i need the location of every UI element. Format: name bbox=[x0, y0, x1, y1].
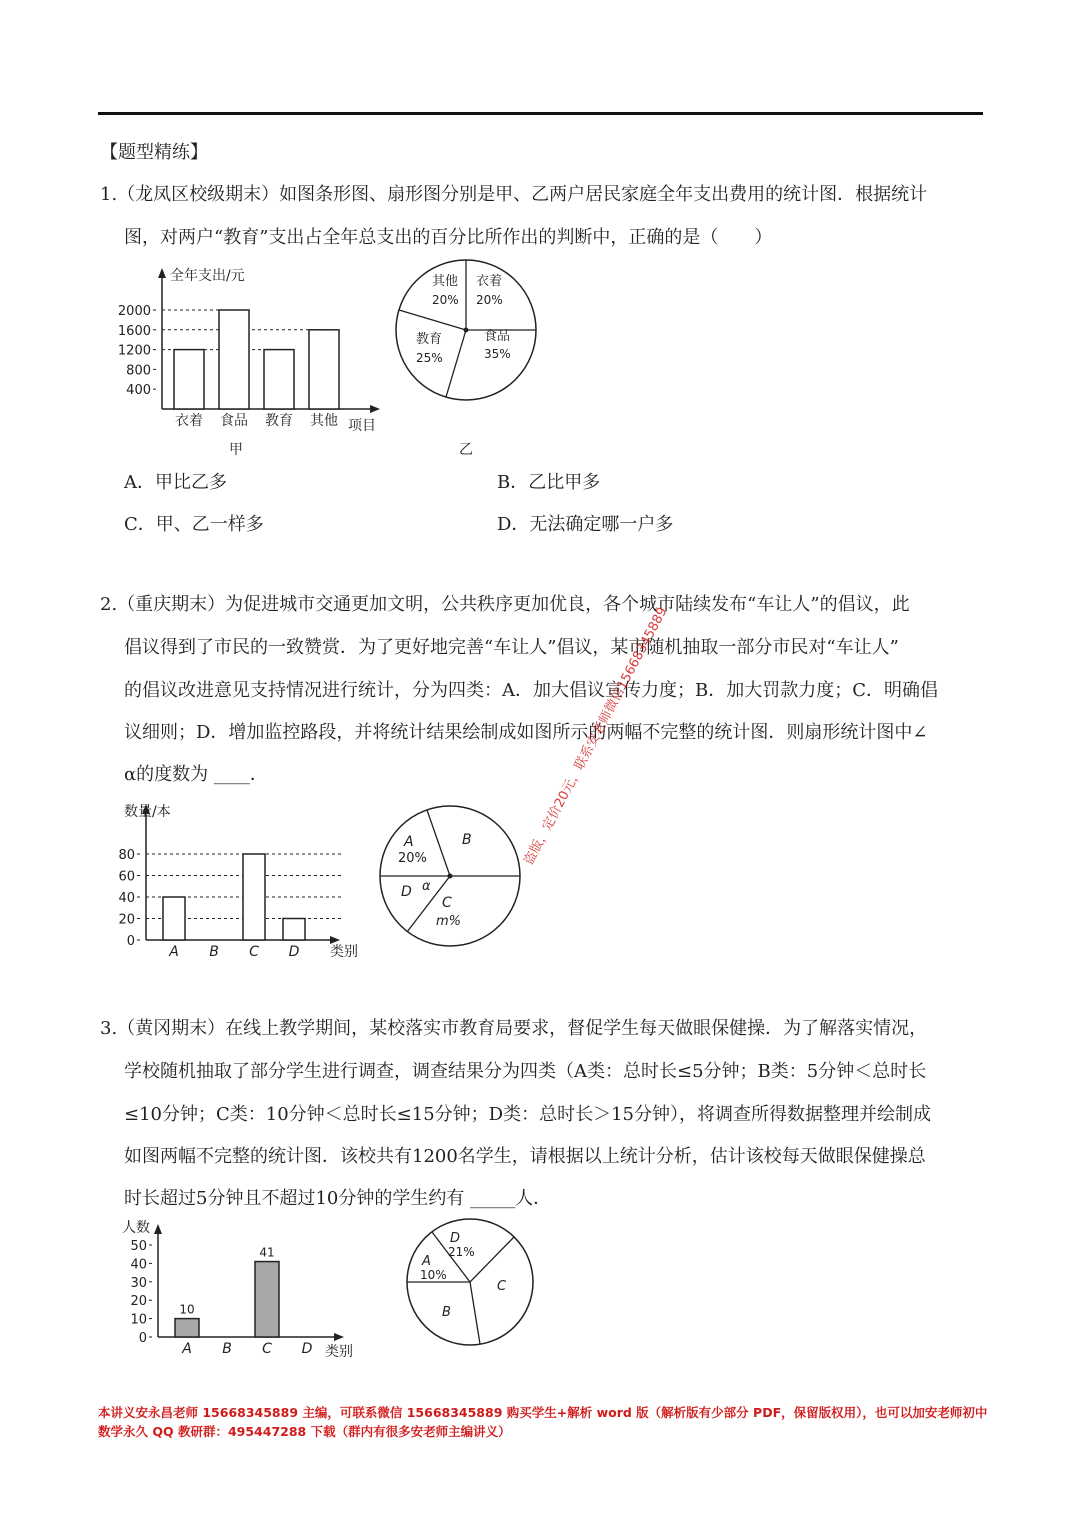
x-tick-label-食品: 食品 bbox=[220, 413, 248, 429]
y-tick-label: 1600 bbox=[117, 323, 151, 339]
q1-pie-pct-教育: 25% bbox=[416, 351, 443, 365]
bar-value-label: 41 bbox=[259, 1245, 275, 1260]
q2-pie-label-a: A bbox=[404, 834, 414, 850]
y-tick-label: 20 bbox=[130, 1294, 147, 1310]
q3-bar-chart bbox=[110, 1218, 370, 1368]
q1-pie-label-食品: 食品 bbox=[484, 329, 511, 344]
y-tick-label: 800 bbox=[126, 363, 151, 379]
q1-pie-chart bbox=[396, 260, 546, 460]
q3-line-4: 如图两幅不完整的统计图．该校共有1200名学生，请根据以上统计分析，估计该校每天做眼保健操总 bbox=[124, 1146, 926, 1167]
q2-pie-pct-a: 20% bbox=[398, 851, 427, 866]
q3-bar-xlabel: 类别 bbox=[325, 1344, 353, 1360]
q2-pie-chart bbox=[380, 804, 530, 954]
y-tick-label: 20 bbox=[118, 912, 135, 928]
q2-bar-xlabel: 类别 bbox=[330, 944, 358, 960]
q1-pie-label-其他: 其他 bbox=[432, 274, 459, 289]
q1-bar-chart bbox=[112, 262, 392, 462]
y-tick-label: 50 bbox=[130, 1239, 147, 1254]
q1-option-c[interactable]: C．甲、乙一样多 bbox=[124, 514, 264, 535]
q3-line-3: ≤10分钟；C类：10分钟＜总时长≤15分钟；D类：总时长＞15分钟），将调查所得数据整理并绘制成 bbox=[124, 1104, 931, 1125]
y-tick-label: 80 bbox=[118, 848, 135, 863]
q3-line-1: 3.（黄冈期末）在线上教学期间，某校落实市教育局要求，督促学生每天做眼保健操．为了解落实情况， bbox=[100, 1018, 928, 1039]
q3-pie-label-a: A bbox=[422, 1254, 431, 1269]
x-tick-label-其他: 其他 bbox=[310, 413, 338, 429]
bar-C bbox=[255, 1262, 279, 1337]
q1-option-a[interactable]: A．甲比乙多 bbox=[124, 472, 227, 493]
bar-食品 bbox=[219, 310, 249, 409]
watermark: 盗版，定价20元，联系安老师微信15668345889 bbox=[521, 604, 671, 868]
q2-bar-chart bbox=[110, 798, 380, 968]
x-tick-label-D: D bbox=[288, 944, 300, 960]
x-tick-label-衣着: 衣着 bbox=[175, 413, 203, 429]
q1-option-b[interactable]: B．乙比甲多 bbox=[497, 472, 601, 493]
header-rule bbox=[98, 112, 983, 115]
q1-pie-caption: 乙 bbox=[459, 442, 473, 458]
bar-value-label: 10 bbox=[179, 1302, 195, 1317]
x-tick-label-B: B bbox=[209, 944, 219, 960]
q1-pie-pct-衣着: 20% bbox=[476, 293, 503, 307]
bar-C bbox=[243, 854, 265, 940]
q3-pie-label-c: C bbox=[497, 1279, 507, 1294]
y-tick-label: 40 bbox=[118, 891, 135, 906]
x-tick-label-A: A bbox=[169, 944, 179, 960]
q2-line-3: 的倡议改进意见支持情况进行统计，分为四类：A．加大倡议宣传力度；B．加大罚款力度；C．明确倡 bbox=[124, 680, 938, 701]
q2-pie-pct-c: m% bbox=[436, 914, 462, 929]
q2-bar-ylabel: 数量/本 bbox=[124, 804, 171, 820]
q1-line-2: 图，对两户“教育”支出占全年总支出的百分比所作出的判断中，正确的是（ ） bbox=[124, 227, 773, 248]
q1-pie-label-教育: 教育 bbox=[416, 332, 443, 347]
x-tick-label-C: C bbox=[249, 944, 259, 960]
q3-pie-pct-d: 21% bbox=[448, 1245, 475, 1259]
q1-pie-pct-食品: 35% bbox=[484, 347, 511, 361]
q2-pie-label-b: B bbox=[462, 832, 472, 848]
q3-pie-chart bbox=[404, 1220, 544, 1350]
q2-pie-angle-alpha: α bbox=[422, 879, 431, 894]
q3-pie-pct-a: 10% bbox=[420, 1268, 447, 1282]
bar-其他 bbox=[309, 330, 339, 409]
x-tick-label-教育: 教育 bbox=[265, 413, 293, 429]
bar-A bbox=[175, 1319, 199, 1337]
y-tick-label: 1200 bbox=[117, 343, 151, 359]
q2-line-5: α的度数为 ____． bbox=[124, 764, 268, 785]
x-tick-label-A: A bbox=[182, 1341, 192, 1357]
q1-bar-ylabel: 全年支出/元 bbox=[170, 268, 245, 284]
q3-line-5: 时长超过5分钟且不超过10分钟的学生约有 _____人． bbox=[124, 1188, 552, 1209]
q1-bar-caption: 甲 bbox=[229, 442, 243, 458]
q1-pie-label-衣着: 衣着 bbox=[476, 274, 503, 289]
y-tick-label: 400 bbox=[126, 383, 151, 399]
q3-bar-ylabel: 人数 bbox=[122, 1220, 150, 1236]
y-tick-label: 0 bbox=[126, 934, 135, 949]
y-tick-label: 2000 bbox=[117, 304, 151, 319]
q1-pie-pct-其他: 20% bbox=[432, 293, 459, 307]
q2-pie-label-d: D bbox=[401, 884, 412, 900]
q2-line-4: 议细则；D．增加监控路段，并将统计结果绘制成如图所示的两幅不完整的统计图．则扇形统计图中∠ bbox=[124, 722, 928, 743]
bar-教育 bbox=[264, 350, 294, 409]
q2-line-1: 2.（重庆期末）为促进城市交通更加文明，公共秩序更加优良，各个城市陆续发布“车让人”的倡议，此 bbox=[100, 594, 910, 615]
q1-option-d[interactable]: D．无法确定哪一户多 bbox=[497, 514, 674, 535]
q2-line-2: 倡议得到了市民的一致赞赏．为了更好地完善“车让人”倡议，某市随机抽取一部分市民对“车让人” bbox=[124, 637, 899, 658]
q3-line-2: 学校随机抽取了部分学生进行调查，调查结果分为四类（A类：总时长≤5分钟；B类：5分钟＜总时长 bbox=[124, 1061, 927, 1082]
section-title: 【题型精练】 bbox=[100, 142, 208, 163]
x-tick-label-D: D bbox=[301, 1341, 313, 1357]
q3-pie-label-b: B bbox=[442, 1305, 451, 1320]
x-tick-label-C: C bbox=[262, 1341, 272, 1357]
footer-notice: 本讲义安永昌老师 15668345889 主编，可联系微信 15668345889 购买学生+解析 word 版（解析版有少部分 PDF，保留版权用），也可以加安老师初中数学永久 QQ 教研群：495447288 下载（群内有很多安老师主编讲义） bbox=[98, 1405, 988, 1439]
y-tick-label: 60 bbox=[118, 869, 135, 885]
q1-line-1: 1.（龙凤区校级期末）如图条形图、扇形图分别是甲、乙两户居民家庭全年支出费用的统计图．根据统计 bbox=[100, 184, 928, 205]
y-tick-label: 30 bbox=[130, 1275, 147, 1291]
x-tick-label-B: B bbox=[222, 1341, 232, 1357]
y-tick-label: 0 bbox=[138, 1331, 147, 1346]
bar-衣着 bbox=[174, 350, 204, 409]
y-tick-label: 40 bbox=[130, 1257, 147, 1273]
q2-pie-label-c: C bbox=[442, 895, 452, 911]
q3-pie-label-d: D bbox=[450, 1231, 461, 1246]
y-tick-label: 10 bbox=[130, 1312, 147, 1328]
q1-bar-xlabel: 项目 bbox=[348, 418, 376, 434]
bar-D bbox=[283, 919, 305, 941]
bar-A bbox=[163, 897, 185, 940]
